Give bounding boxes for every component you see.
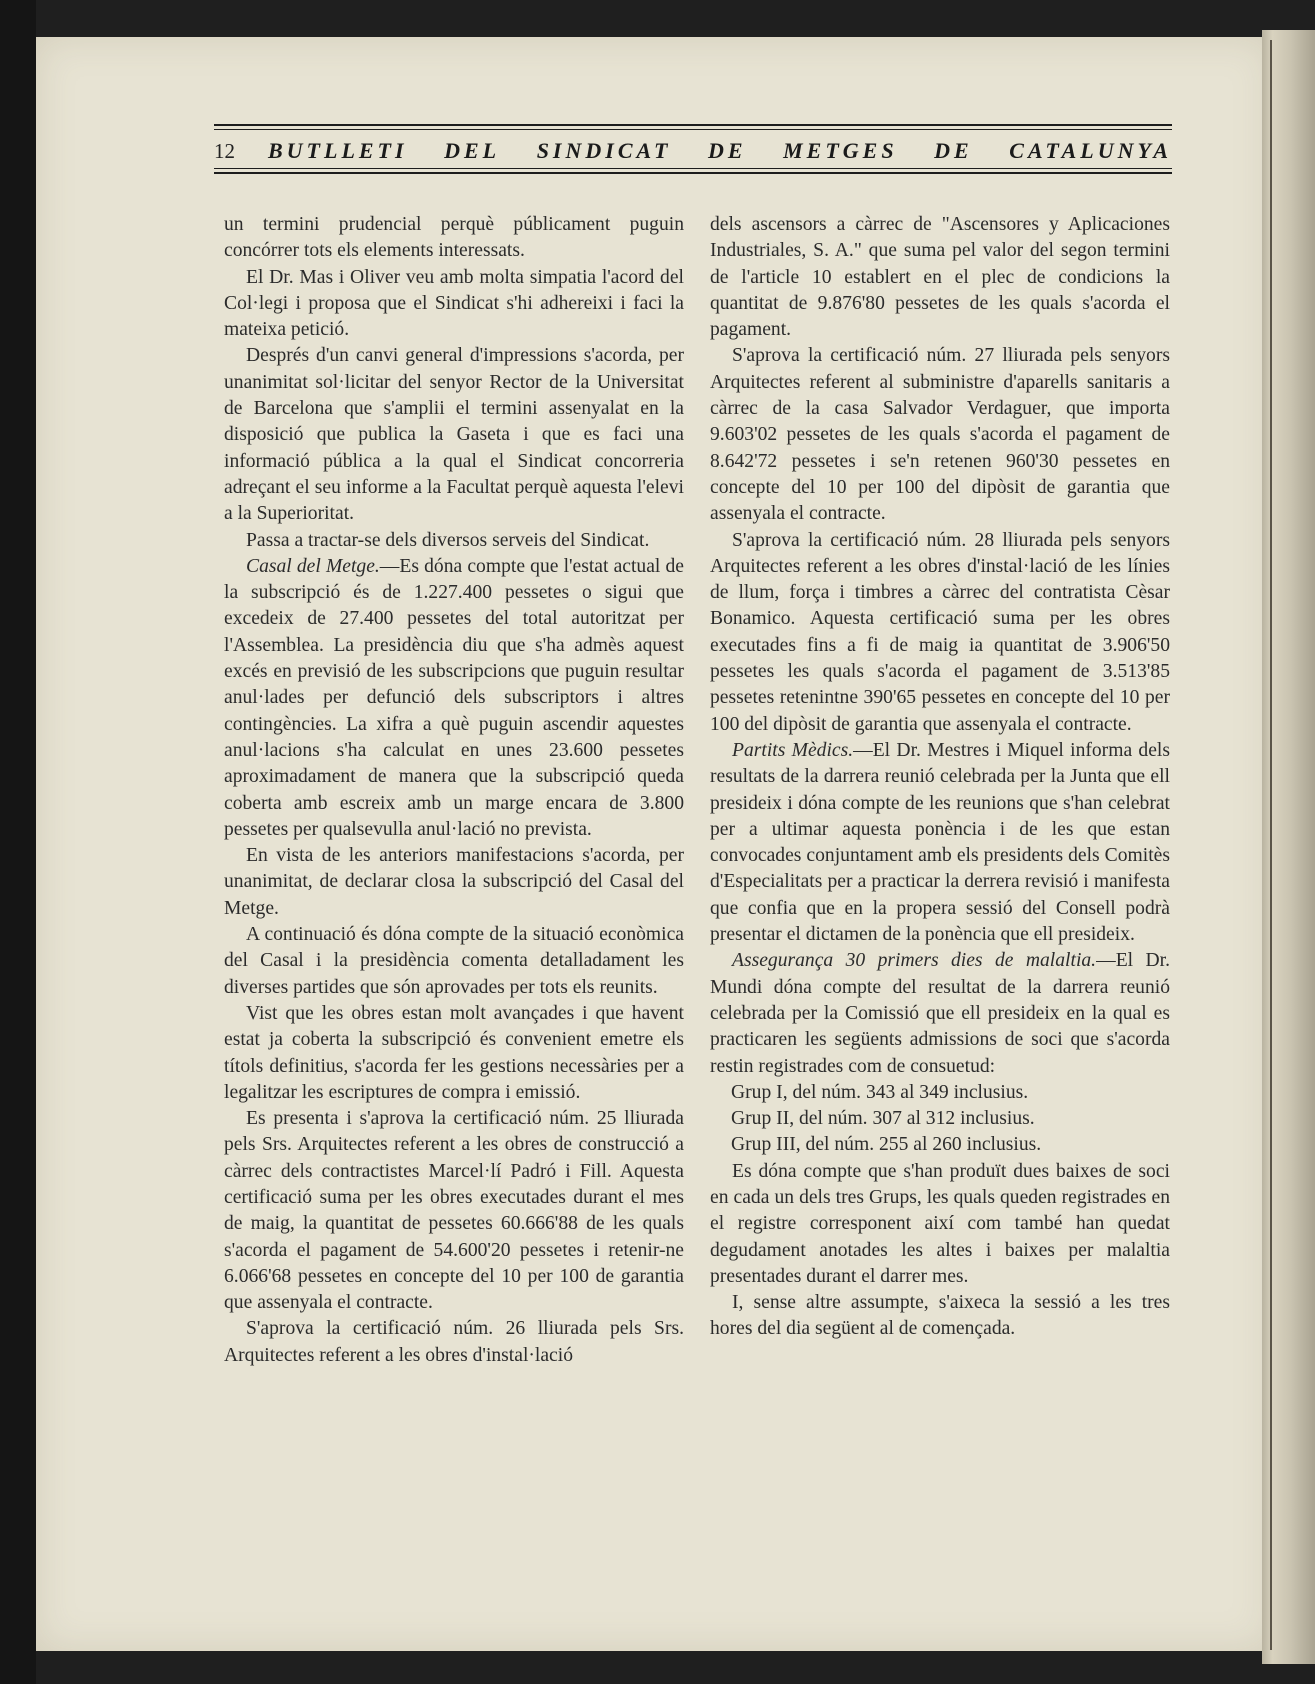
paragraph: un termini prudencial perquè públicament puguin concórrer tots els elements interessats.: [224, 214, 684, 262]
header-row: [214, 136, 1172, 166]
title-word: DE: [934, 138, 973, 163]
title-word: SINDICAT: [536, 138, 672, 163]
paragraph: Després d'un canvi general d'impressions s'acorda, per unanimitat sol·licitar del senyor Rector de la Universitat de Barcelona que s'amplii el termini assenyalat en la disposició que publica la Gaseta i que es faci una informació pública a la qual el Sindicat concorreria adreçant el seu informe a la Facultat perquè aquesta l'elevi a la Superioritat.: [224, 345, 684, 525]
section-title: Assegurança 30 primers dies de malaltia.: [732, 950, 1097, 972]
title-word: BUTLLETI: [268, 138, 408, 163]
header-rule: [214, 124, 1172, 126]
header-rule: [214, 129, 1172, 130]
paragraph: Es presenta i s'aprova la certificació núm. 25 lliurada pels Srs. Arquitectes referent a les obres de construcció a càrrec dels contractistes Marcel·lí Padró i Fill. Aquesta certificació suma per les obres executades durant el mes de maig, la quantitat de pessetes 60.666'88 de les quals s'acorda el pagament de 54.600'20 pessetes i retenir-ne 6.066'68 pessetes en concepte del 10 per 100 de garantia que assenyala el contracte.: [224, 1108, 684, 1314]
section-title: Casal del Metge.: [246, 555, 380, 577]
scan-border: [0, 0, 36, 1684]
paragraph: S'aprova la certificació núm. 27 lliurada pels senyors Arquitectes referent al subministre d'aparells sanitaris a càrrec de la casa Salvador Verdaguer, que importa 9.603'02 pessetes de les quals s'acorda el pagament de 8.642'72 pessetes i se'n retenen 960'30 pessetes en concepte del 10 per 100 del dipòsit de garantia que assenyala el contracte.: [710, 345, 1170, 525]
header-rule: [214, 168, 1172, 169]
title-word: CATALUNYA: [1009, 138, 1172, 163]
title-word: DEL: [444, 138, 501, 163]
running-header: [214, 118, 1172, 178]
paragraph: Vist que les obres estan molt avançades i que havent estat ja coberta la subscripció és convenient emetre els títols definitius, s'acorda fer les gestions necessàries per a legalitzar les escriptures de compra i emissió.: [224, 1002, 684, 1103]
paragraph: En vista de les anteriors manifestacions s'acorda, per unanimitat, de declarar closa la subscripció del Casal del Metge.: [224, 845, 684, 919]
group-line: Grup III, del núm. 255 al 260 inclusius.: [731, 1134, 1042, 1156]
paragraph: El Dr. Mas i Oliver veu amb molta simpatia l'acord del Col·legi i proposa que el Sindicat s'hi adhereixi i faci la mateixa petició.: [224, 266, 684, 341]
running-title: [268, 138, 1172, 164]
paragraph: [710, 738, 1170, 948]
group-line: Grup II, del núm. 307 al 312 inclusius.: [731, 1108, 1035, 1130]
paragraph: S'aprova la certificació núm. 28 lliurada pels senyors Arquitectes referent a les obres d'instal·lació de les línies de llum, força i timbres a càrrec del contratista Cèsar Bonamico. Aquesta certificació suma per les obres executades fins a fi de maig ia quantitat de 3.906'50 pessetes les quals s'acorda el pagament de 3.513'85 pessetes retenintne 390'65 pessetes en concepte del 10 per 100 del dipòsit de garantia que assenyala el contracte.: [710, 529, 1170, 735]
paragraph: Es dóna compte que s'han produït dues baixes de soci en cada un dels tres Grups, les quals queden registrades en el registre corresponent així com també han quedat degudament anotades les altes i baixes per malaltia presentades durant el darrer mes.: [710, 1160, 1170, 1287]
header-rule: [214, 172, 1172, 174]
paragraph: [224, 554, 684, 843]
paragraph: dels ascensors a càrrec de "Ascensores y Aplicaciones Industriales, S. A." que suma pel valor del segon termini de l'article 10 establert en el plec de condicions la quantitat de 9.876'80 pessetes de les quals s'acorda el pagament.: [710, 214, 1170, 341]
left-column: [224, 212, 684, 1369]
paragraph: I, sense altre assumpte, s'aixeca la sessió a les tres hores del dia següent al de començada.: [710, 1292, 1170, 1340]
right-column: [710, 212, 1170, 1343]
group-line: Grup I, del núm. 343 al 349 inclusius.: [731, 1081, 1029, 1103]
paragraph: [710, 948, 1170, 1079]
page-number: 12: [214, 138, 235, 163]
paragraph: Passa a tractar-se dels diversos serveis del Sindicat.: [246, 529, 650, 551]
paragraph-text: —El Dr. Mestres i Miquel informa dels resultats de la darrera reunió celebrada per la Junta que ell presideix i dóna compte de les reunions que s'han celebrat per a ultimar aquesta ponència i de les que estan convocades conjuntament amb els presidents dels Comitès d'Especialitats per a practicar la derrera revisió i manifesta que confia que en la propera sessió del Consell podrà presentar el dictamen de la ponència que ell presideix.: [710, 739, 1170, 946]
paragraph-text: —Es dóna compte que l'estat actual de la subscripció és de 1.227.400 pessetes o sigui que excedeix de 27.400 pessetes del total autoritzat per l'Assemblea. La presidència diu que s'ha admès aquest excés en previsió de les subscripcions que puguin resultar anul·lades per defunció dels subscriptors i altres contingències. La xifra a què puguin ascendir aquestes anul·lacions s'ha calculat en unes 23.600 pessetes aproximadament de manera que la subscripció queda coberta amb escreix amb un marge encara de 3.800 pessetes per qualsevulla anul·lació no prevista.: [224, 555, 684, 840]
title-word: DE: [707, 138, 747, 163]
paragraph-text: —El Dr. Mundi dóna compte del resultat de la darrera reunió celebrada per la Comissió que ell presideix en la qual es practicaren les següents admissions de soci que s'acorda restin registrades com de consuetud:: [710, 950, 1170, 1077]
section-title: Partits Mèdics.: [732, 739, 854, 761]
title-word: METGES: [783, 138, 898, 163]
book-edge-line: [1270, 40, 1272, 1650]
paragraph: S'aprova la certificació núm. 26 lliurada pels Srs. Arquitectes referent a les obres d'instal·lació: [224, 1318, 684, 1366]
paragraph: A continuació és dóna compte de la situació econòmica del Casal i la presidència comenta detalladament les diverses partides que són aprovades per tots els reunits.: [224, 924, 684, 998]
